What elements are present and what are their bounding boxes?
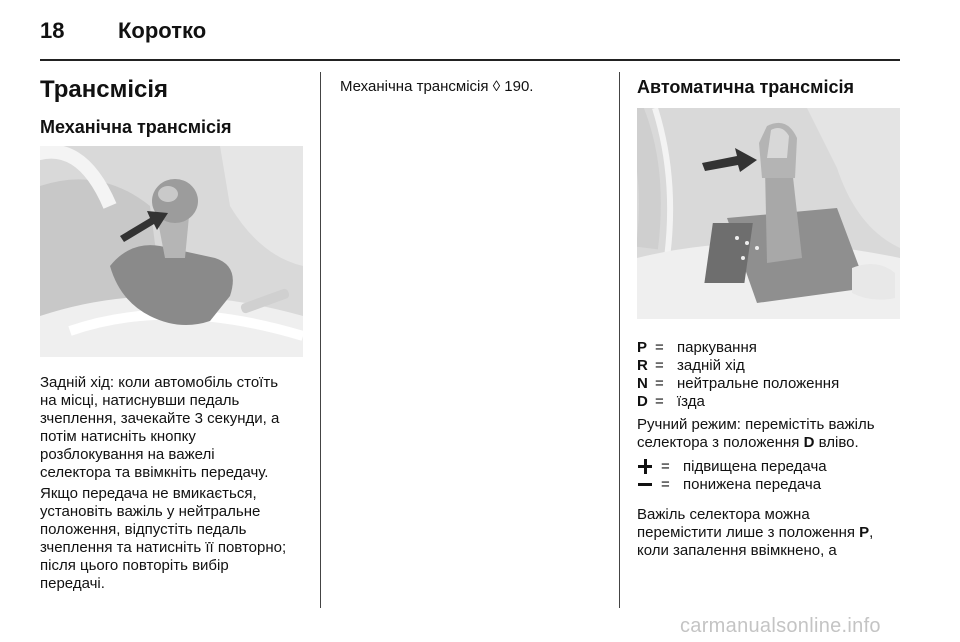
legend-row-minus bbox=[637, 476, 827, 494]
manual-mode-legend bbox=[637, 458, 827, 494]
page-number: 18 bbox=[40, 18, 65, 43]
legend-key: P bbox=[637, 339, 648, 356]
legend-row-plus bbox=[637, 458, 827, 476]
manual-mode-paragraph bbox=[637, 416, 900, 452]
text-line: зчеплення, зачекайте 3 секунди, а bbox=[40, 410, 280, 427]
legend-equals: = bbox=[655, 357, 664, 374]
manual-gearshift-illustration bbox=[40, 146, 303, 357]
text-line: зчеплення та натисніть її повторно; bbox=[40, 539, 287, 556]
text-span: перемістити лише з положення bbox=[637, 524, 855, 541]
text-line: передачі. bbox=[40, 575, 105, 592]
watermark: carmanualsonline.info bbox=[680, 615, 881, 637]
automatic-selector-figure bbox=[637, 108, 900, 319]
plus-icon bbox=[637, 458, 655, 476]
legend-equals: = bbox=[661, 476, 670, 493]
text-span: вліво. bbox=[818, 434, 859, 451]
gear-key-p: P bbox=[859, 524, 870, 541]
column-divider-1 bbox=[320, 72, 321, 608]
text-line: селектора та ввімкніть передачу. bbox=[40, 464, 269, 481]
legend-equals: = bbox=[655, 393, 664, 410]
legend-equals: = bbox=[661, 458, 670, 475]
text-line: потім натисніть кнопку bbox=[40, 428, 196, 445]
text-line bbox=[637, 434, 900, 452]
text-span: селектора з положення bbox=[637, 434, 800, 451]
legend-description: понижена передача bbox=[683, 476, 822, 493]
manual-transmission-reference[interactable] bbox=[340, 78, 610, 96]
automatic-transmission-heading: Автоматична трансмісія bbox=[637, 77, 855, 97]
text-line bbox=[637, 524, 900, 542]
transmission-heading: Трансмісія bbox=[40, 76, 169, 103]
text-line: після цього повторіть вибір bbox=[40, 557, 229, 574]
text-line: на місці, натиснувши педаль bbox=[40, 392, 240, 409]
reference-text: Механічна трансмісія bbox=[340, 78, 489, 95]
legend-row-p bbox=[637, 339, 839, 357]
legend-equals: = bbox=[655, 375, 664, 392]
legend-equals: = bbox=[655, 339, 664, 356]
manual-transmission-heading: Механічна трансмісія bbox=[40, 117, 232, 137]
legend-key: N bbox=[637, 375, 648, 392]
manual-gearshift-figure bbox=[40, 146, 303, 357]
text-line: розблокування на важелі bbox=[40, 446, 215, 463]
reference-page: 190. bbox=[504, 78, 534, 95]
section-title: Коротко bbox=[118, 18, 207, 43]
page-reference-icon: ◊ bbox=[492, 78, 501, 95]
text-line: Важіль селектора можна bbox=[637, 506, 810, 523]
gear-not-engaging-paragraph bbox=[40, 485, 315, 593]
text-line: установіть важіль у нейтральне bbox=[40, 503, 261, 520]
text-line: коли запалення ввімкнено, а bbox=[637, 542, 837, 559]
gear-legend bbox=[637, 339, 839, 411]
legend-description: їзда bbox=[677, 393, 705, 410]
selector-move-paragraph bbox=[637, 506, 900, 560]
text-line: положення, відпустіть педаль bbox=[40, 521, 247, 538]
text-span: , bbox=[869, 524, 874, 541]
minus-icon bbox=[637, 476, 655, 494]
text-line: Ручний режим: перемістіть важіль bbox=[637, 416, 875, 433]
header-divider bbox=[40, 59, 900, 61]
legend-row-r bbox=[637, 357, 839, 375]
legend-key: D bbox=[637, 393, 648, 410]
legend-description: задній хід bbox=[677, 357, 745, 374]
legend-description: підвищена передача bbox=[683, 458, 827, 475]
legend-description: нейтральне положення bbox=[677, 375, 840, 392]
legend-row-n bbox=[637, 375, 839, 393]
reverse-gear-paragraph bbox=[40, 374, 310, 482]
text-line: Задній хід: коли автомобіль стоїть bbox=[40, 374, 279, 391]
legend-row-d bbox=[637, 393, 839, 411]
gear-key-d: D bbox=[803, 434, 815, 451]
automatic-selector-illustration bbox=[637, 108, 900, 319]
column-divider-2 bbox=[619, 72, 620, 608]
text-line: Якщо передача не вмикається, bbox=[40, 485, 257, 502]
legend-description: паркування bbox=[677, 339, 757, 356]
legend-key: R bbox=[637, 357, 648, 374]
